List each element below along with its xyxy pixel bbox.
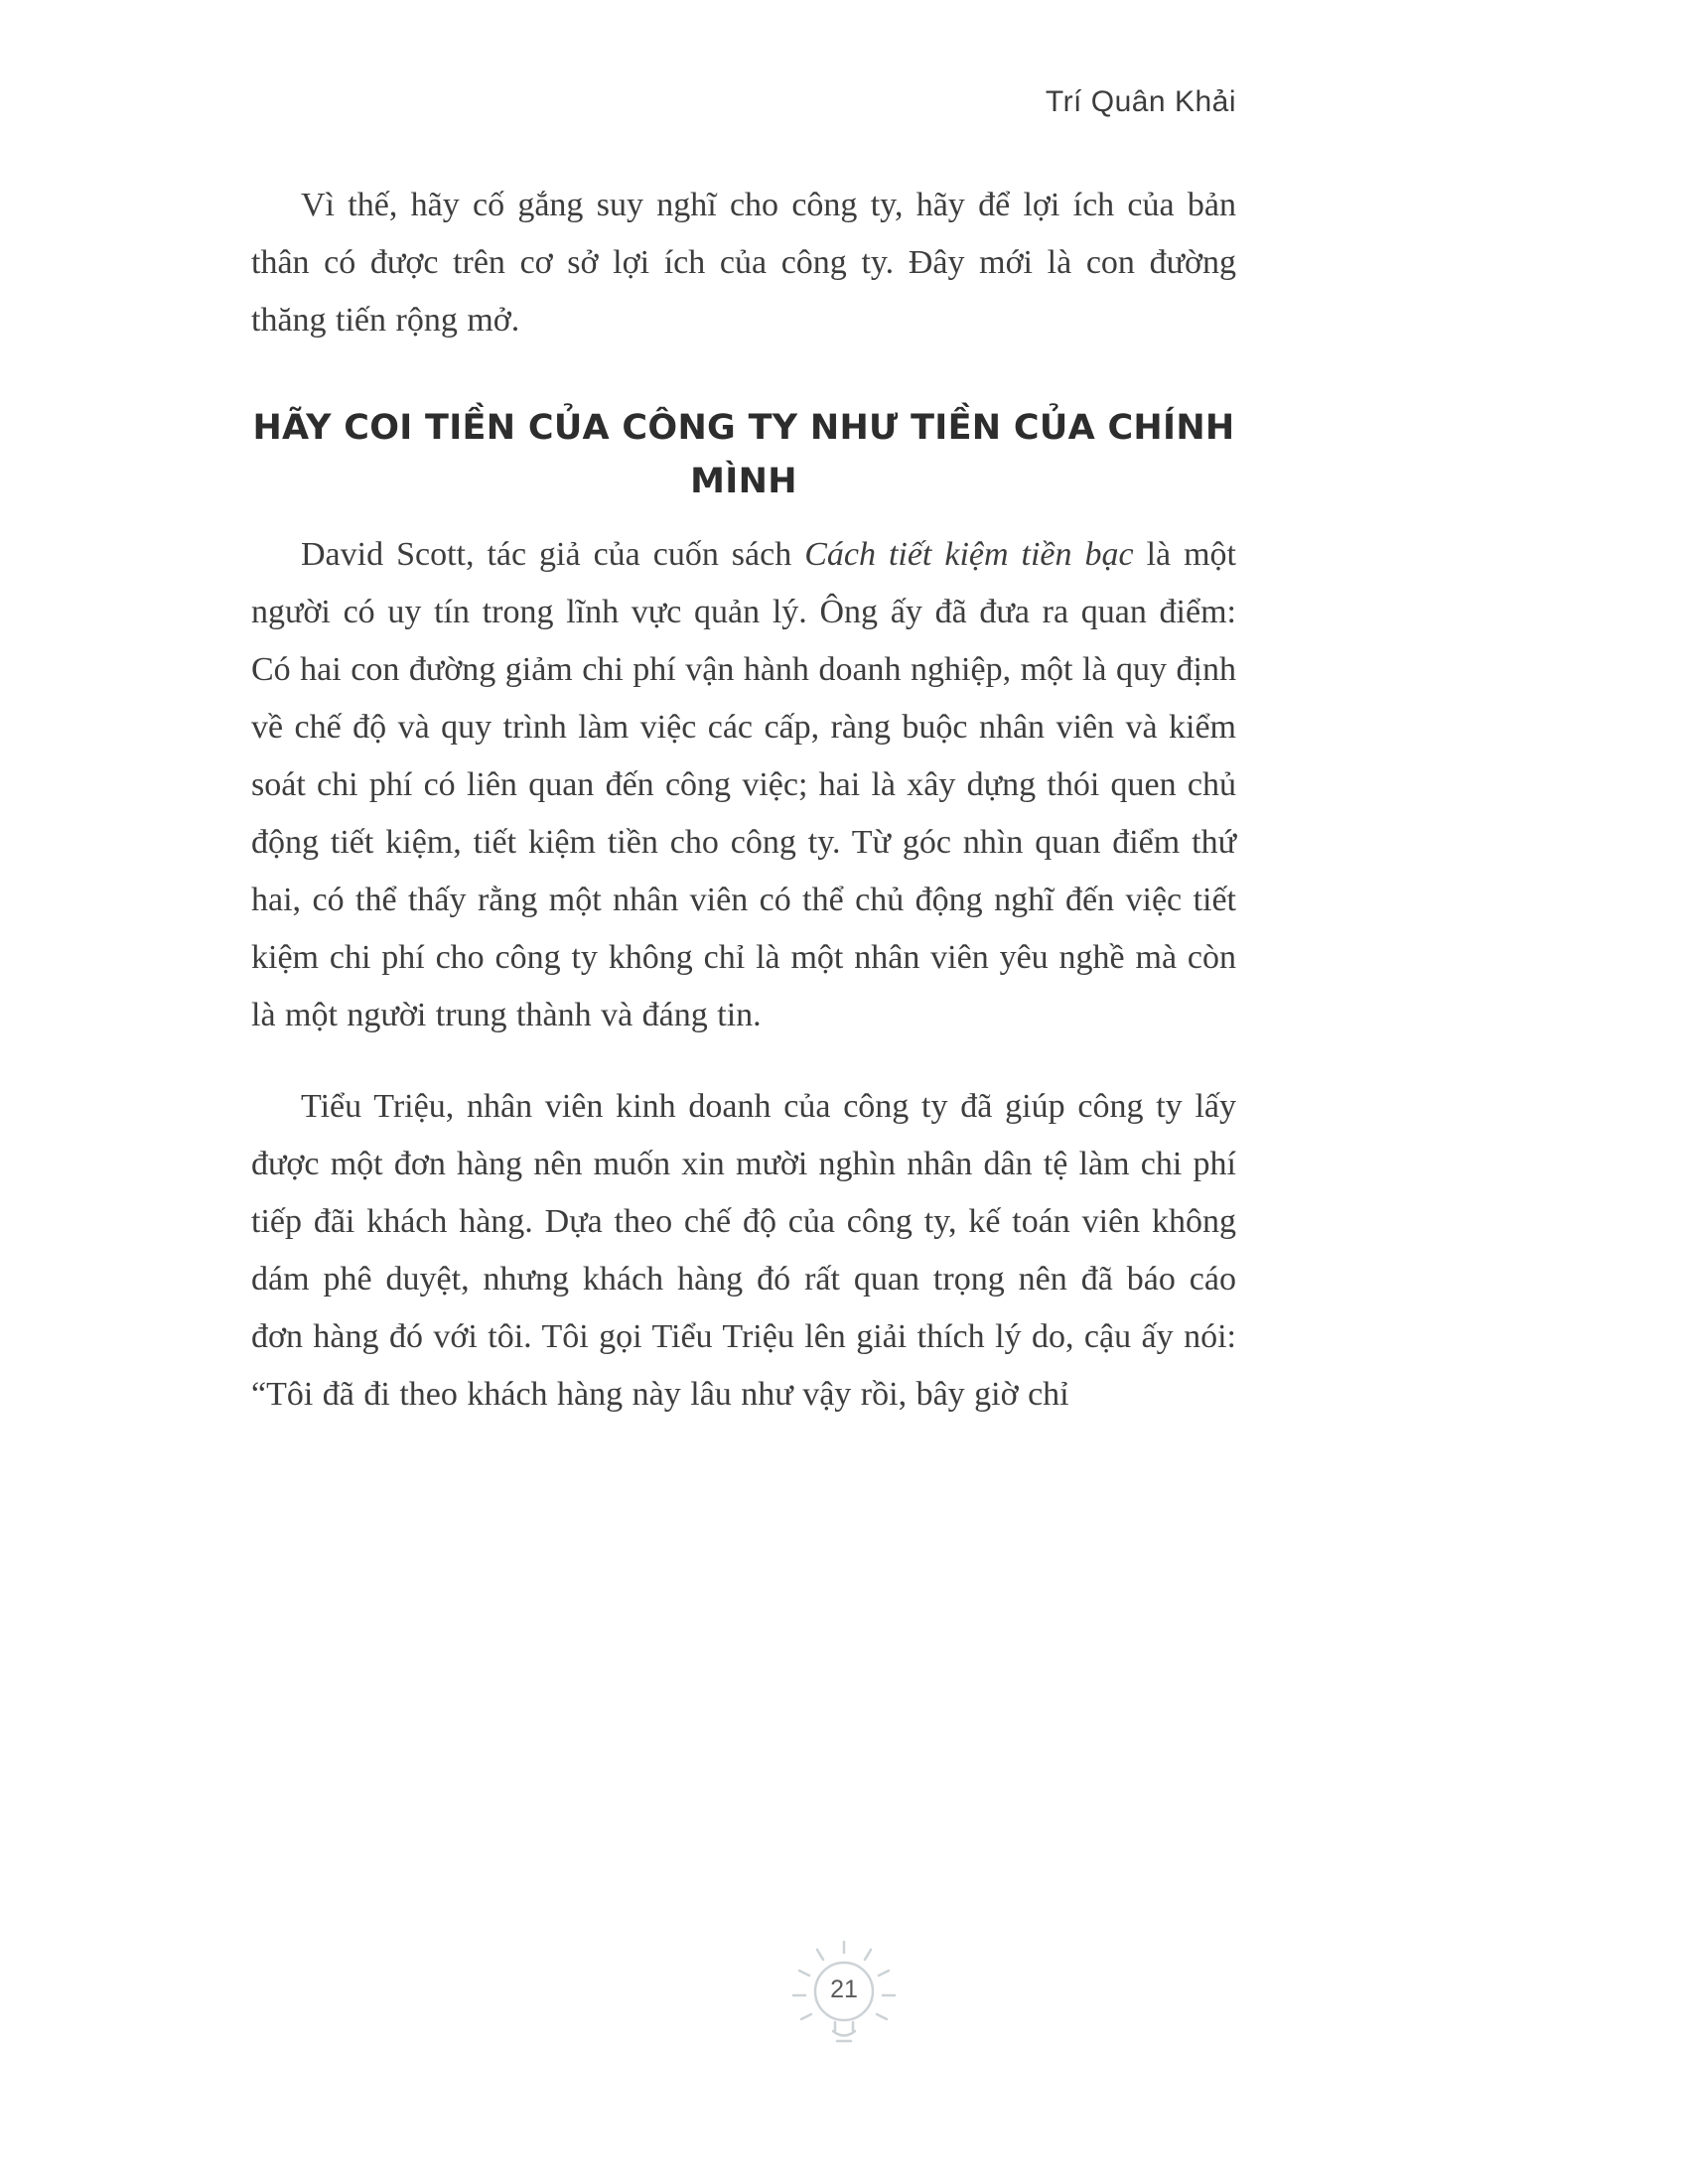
section-heading: HÃY COI TIỀN CỦA CÔNG TY NHƯ TIỀN CỦA CHÍNH MÌNH: [252, 408, 1235, 501]
page-number-container: [784, 1936, 904, 2055]
page-footer: [0, 1936, 1688, 2055]
paragraph-intro: Vì thế, hãy cố gắng suy nghĩ cho công ty, hãy để lợi ích của bản thân có được trên cơ sở lợi ích của công ty. Đây mới là con đường thăng tiến rộng mở.: [251, 187, 1236, 339]
running-header-text: Trí Quân Khải: [1045, 85, 1236, 118]
paragraph-tieu-trieu: Tiểu Triệu, nhân viên kinh doanh của công ty đã giúp công ty lấy được một đơn hàng nên muốn xin mười nghìn nhân dân tệ làm chi phí tiếp đãi khách hàng. Dựa theo chế độ của công ty, kế toán viên không dám phê duyệt, nhưng khách hàng đó rất quan trọng nên đã báo cáo đơn hàng đó với tôi. Tôi gọi Tiểu Triệu lên giải thích lý do, cậu ấy nói: “Tôi đã đi theo khách hàng này lâu như vậy rồi, bây giờ chỉ: [251, 1088, 1236, 1413]
page-number: 21: [830, 1976, 858, 2003]
paragraph-david-scott: [251, 526, 1236, 1044]
paragraph-segment: David Scott, tác giả của cuốn sách: [301, 536, 805, 573]
page-content: [251, 0, 1236, 1424]
book-title-italic: Cách tiết kiệm tiền bạc: [804, 536, 1134, 573]
running-header: [251, 85, 1236, 119]
paragraph-segment: là một người có uy tín trong lĩnh vực quản lý. Ông ấy đã đưa ra quan điểm: Có hai con đường giảm chi phí vận hành doanh nghiệp, một là quy định về chế độ và quy trình làm việc các cấp, ràng buộc nhân viên và kiểm soát chi phí có liên quan đến công việc; hai là xây dựng thói quen chủ động tiết kiệm, tiết kiệm tiền cho công ty. Từ góc nhìn quan điểm thứ hai, có thể thấy rằng một nhân viên có thể chủ động nghĩ đến việc tiết kiệm chi phí cho công ty không chỉ là một nhân viên yêu nghề mà còn là một người trung thành và đáng tin.: [251, 536, 1236, 1033]
body-text: [251, 177, 1236, 1424]
